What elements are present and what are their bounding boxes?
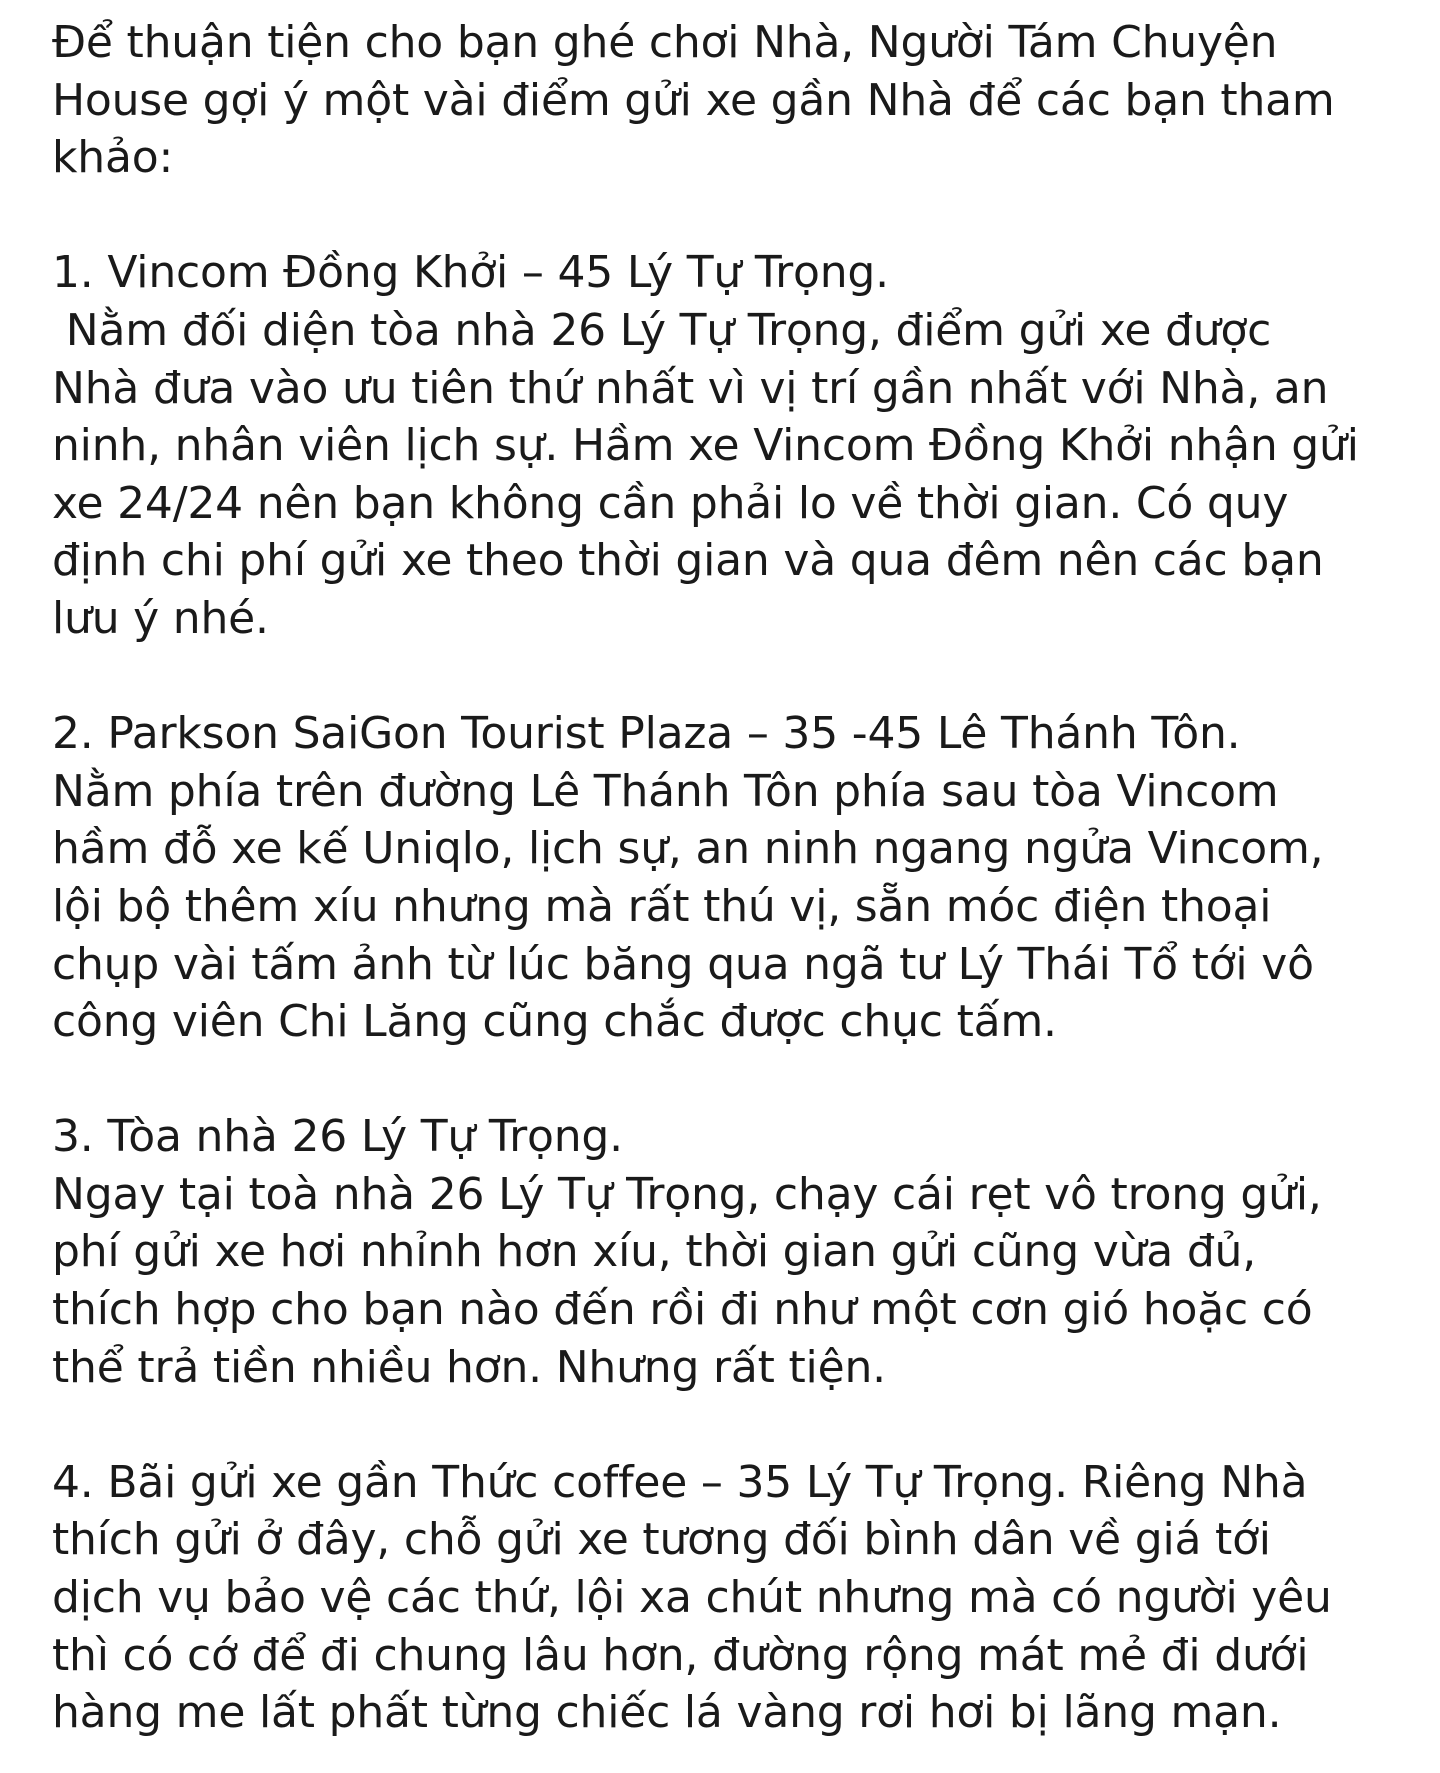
intro-line: khảo:	[52, 132, 174, 184]
parking-item-line: lội bộ thêm xíu nhưng mà rất thú vị, sẵn móc điện thoại	[52, 880, 1272, 932]
intro-line: Để thuận tiện cho bạn ghé chơi Nhà, Người Tám Chuyện	[52, 17, 1278, 68]
parking-item-2	[52, 705, 1412, 1051]
parking-item-line: xe 24/24 nên bạn không cần phải lo về thời gian. Có quy	[52, 477, 1289, 529]
parking-item-3	[52, 1108, 1412, 1396]
paragraph-gap	[52, 1051, 1412, 1109]
paragraph-gap	[52, 187, 1412, 245]
parking-item-4	[52, 1454, 1412, 1742]
parking-item-line: thích gửi ở đây, chỗ gửi xe tương đối bình dân về giá tới	[52, 1514, 1271, 1566]
parking-item-line: định chi phí gửi xe theo thời gian và qua đêm nên các bạn	[52, 535, 1324, 587]
intro-paragraph	[52, 14, 1412, 187]
parking-item-line: Nhà đưa vào ưu tiên thứ nhất vì vị trí gần nhất với Nhà, an	[52, 362, 1329, 414]
parking-item-line: hầm đỗ xe kế Uniqlo, lịch sự, an ninh ngang ngửa Vincom,	[52, 823, 1324, 875]
parking-item-line: công viên Chi Lăng cũng chắc được chục tấm.	[52, 996, 1057, 1048]
paragraph-gap	[52, 648, 1412, 706]
parking-item-line: lưu ý nhé.	[52, 592, 269, 644]
paragraph-gap	[52, 1396, 1412, 1454]
parking-item-heading: 1. Vincom Đồng Khởi – 45 Lý Tự Trọng.	[52, 247, 889, 299]
parking-item-line: phí gửi xe hơi nhỉnh hơn xíu, thời gian gửi cũng vừa đủ,	[52, 1226, 1257, 1278]
parking-item-line: Ngay tại toà nhà 26 Lý Tự Trọng, chạy cái rẹt vô trong gửi,	[52, 1168, 1322, 1220]
intro-line: House gợi ý một vài điểm gửi xe gần Nhà để các bạn tham	[52, 74, 1335, 126]
note-text	[52, 14, 1412, 1742]
parking-item-line: hàng me lất phất từng chiếc lá vàng rơi hơi bị lãng mạn.	[52, 1687, 1282, 1739]
parking-item-heading: 3. Tòa nhà 26 Lý Tự Trọng.	[52, 1111, 623, 1163]
parking-item-line: thể trả tiền nhiều hơn. Nhưng rất tiện.	[52, 1341, 886, 1393]
parking-item-line: thì có cớ để đi chung lâu hơn, đường rộng mát mẻ đi dưới	[52, 1629, 1309, 1681]
parking-item-heading: 2. Parkson SaiGon Tourist Plaza – 35 -45 Lê Thánh Tôn.	[52, 708, 1241, 760]
parking-item-line: thích hợp cho bạn nào đến rồi đi như một cơn gió hoặc có	[52, 1284, 1313, 1336]
parking-item-line: Nằm đối diện tòa nhà 26 Lý Tự Trọng, điểm gửi xe được	[52, 304, 1272, 356]
parking-item-line: Nằm phía trên đường Lê Thánh Tôn phía sau tòa Vincom	[52, 765, 1279, 817]
parking-item-line: dịch vụ bảo vệ các thứ, lội xa chút nhưng mà có người yêu	[52, 1572, 1332, 1624]
parking-item-line: chụp vài tấm ảnh từ lúc băng qua ngã tư Lý Thái Tổ tới vô	[52, 938, 1314, 990]
parking-item-heading: 4. Bãi gửi xe gần Thức coffee – 35 Lý Tự Trọng. Riêng Nhà	[52, 1456, 1308, 1508]
parking-item-1	[52, 244, 1412, 647]
parking-item-line: ninh, nhân viên lịch sự. Hầm xe Vincom Đồng Khởi nhận gửi	[52, 420, 1359, 472]
